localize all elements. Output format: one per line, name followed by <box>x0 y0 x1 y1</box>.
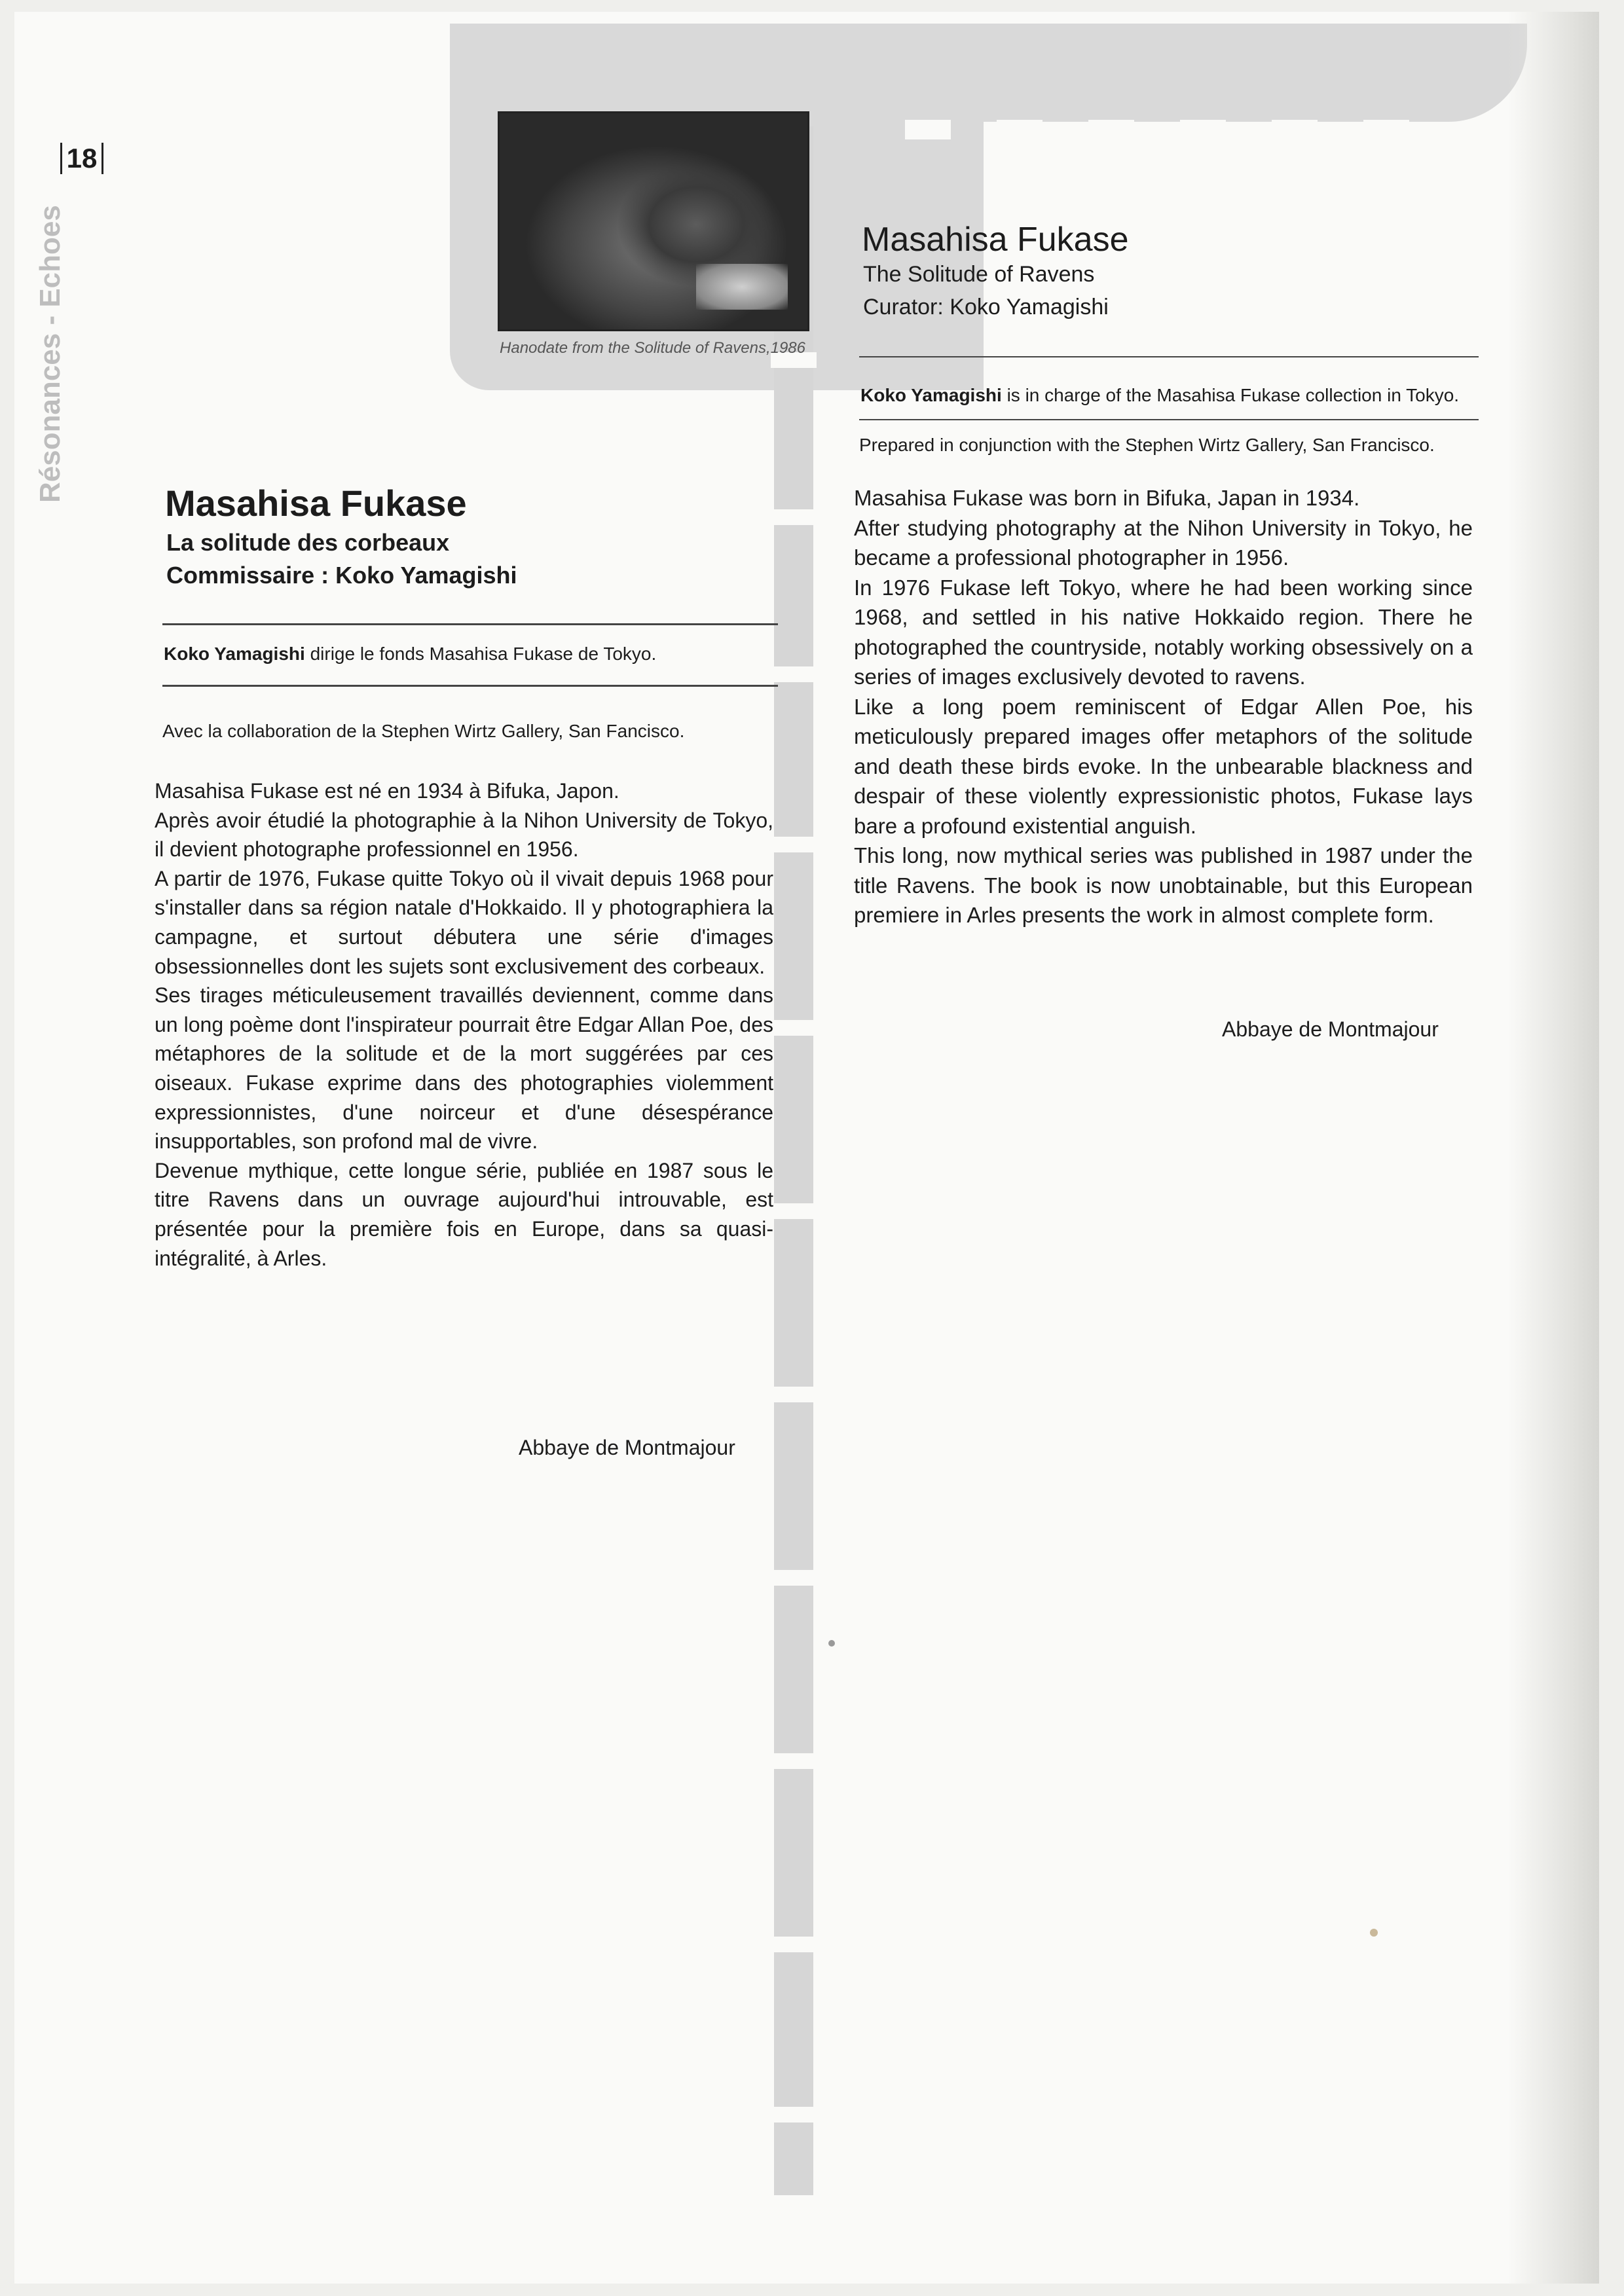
crenel-decoration <box>905 120 951 139</box>
english-rule <box>859 356 1479 357</box>
english-subtitle: The Solitude of Ravens <box>863 262 1095 287</box>
crenel-decoration <box>997 120 1043 139</box>
page-number: 18 <box>60 143 103 174</box>
print-speck <box>828 1640 835 1647</box>
french-title: Masahisa Fukase <box>165 483 467 524</box>
page-binding-shadow <box>1507 12 1599 2284</box>
french-note-curator <box>164 644 656 665</box>
photo-highlight <box>696 264 788 310</box>
english-rule <box>859 419 1479 420</box>
french-rule <box>162 623 778 625</box>
crenel-decoration <box>1088 120 1134 139</box>
english-paragraph: In 1976 Fukase left Tokyo, where he had been working since 1968, and settled in his native Hokkaido region. There he photographed the countryside, notably working obsessively on a series of images exclusively devoted to ravens. <box>854 575 1473 689</box>
magazine-page <box>14 12 1599 2284</box>
french-note-gallery: Avec la collaboration de la Stephen Wirtz Gallery, San Fancisco. <box>162 721 685 741</box>
french-paragraph: Ses tirages méticuleusement travaillés deviennent, comme dans un long poème dont l'inspirateur pourrait être Edgar Allan Poe, des métaphores de la solitude et de la mort suggérées par ces oiseaux. Fukase exprime dans des photographies violemment expressionnistes, d'une noirceur et d'une désespérance insupportables, son profond mal de vivre. <box>155 983 773 1154</box>
section-label: Résonances - Echoes <box>34 205 66 503</box>
strip-notch <box>771 1570 817 1586</box>
english-paragraph: Like a long poem reminiscent of Edgar Allen Poe, his meticulously prepared images offer metaphors of the solitude and death these birds evoke. In the unbearable blackness and despair of these violently expressionistic photos, Fukase lays bare a profound existential anguish. <box>854 694 1473 838</box>
strip-notch <box>771 666 817 682</box>
french-paragraph: Masahisa Fukase est né en 1934 à Bifuka, Japon. <box>155 779 619 803</box>
english-title: Masahisa Fukase <box>862 221 1129 259</box>
english-note-curator <box>860 385 1459 406</box>
english-note-curator-name: Koko Yamagishi <box>860 385 1002 405</box>
english-body <box>854 483 1473 930</box>
strip-notch <box>771 1203 817 1219</box>
vertical-divider-strip <box>774 126 813 2195</box>
crenel-decoration <box>1363 120 1409 139</box>
strip-notch <box>771 837 817 852</box>
strip-notch <box>771 509 817 525</box>
strip-notch <box>771 2107 817 2123</box>
strip-notch <box>771 1020 817 1036</box>
english-paragraph: After studying photography at the Nihon University in Tokyo, he became a professional photographer in 1956. <box>854 515 1473 570</box>
english-paragraph: This long, now mythical series was published in 1987 under the title Ravens. The book is now unobtainable, but this European premiere in Arles presents the work in almost complete form. <box>854 843 1473 927</box>
french-venue: Abbaye de Montmajour <box>519 1436 735 1459</box>
crenel-decoration <box>1272 120 1318 139</box>
cat-photo <box>498 111 809 331</box>
french-paragraph: A partir de 1976, Fukase quitte Tokyo où il vivait depuis 1968 pour s'installer dans sa région natale d'Hokkaido. Il y photographiera la campagne, et surtout débutera une série d'images obsessionnelles dont les sujets sont exclusivement des corbeaux. <box>155 866 773 978</box>
french-rule <box>162 685 778 687</box>
strip-notch <box>771 1753 817 1769</box>
french-curator: Commissaire : Koko Yamagishi <box>166 562 517 589</box>
english-curator: Curator: Koko Yamagishi <box>863 295 1109 319</box>
french-note-curator-name: Koko Yamagishi <box>164 644 305 664</box>
french-note-curator-text: dirige le fonds Masahisa Fukase de Tokyo. <box>304 644 657 664</box>
english-note-curator-text: is in charge of the Masahisa Fukase collection in Tokyo. <box>1001 385 1460 405</box>
english-venue: Abbaye de Montmajour <box>1222 1017 1439 1041</box>
french-body <box>155 776 773 1273</box>
french-subtitle: La solitude des corbeaux <box>166 529 450 556</box>
print-speck <box>1370 1929 1378 1937</box>
french-paragraph: Après avoir étudié la photographie à la Nihon University de Tokyo, il devient photographe professionnel en 1956. <box>155 808 773 862</box>
photo-caption: Hanodate from the Solitude of Ravens,1986 <box>500 339 805 357</box>
english-paragraph: Masahisa Fukase was born in Bifuka, Japan in 1934. <box>854 486 1360 510</box>
french-paragraph: Devenue mythique, cette longue série, publiée en 1987 sous le titre Ravens dans un ouvrage aujourd'hui introuvable, est présentée pour la première fois en Europe, dans sa quasi-intégralité, à Arles. <box>155 1158 773 1270</box>
english-note-gallery: Prepared in conjunction with the Stephen Wirtz Gallery, San Francisco. <box>859 435 1435 455</box>
strip-notch <box>771 1937 817 1952</box>
top-right-grey-band <box>957 24 1527 122</box>
upper-right-inner-band <box>833 97 872 136</box>
strip-notch <box>771 1387 817 1402</box>
crenel-decoration <box>1180 120 1226 139</box>
